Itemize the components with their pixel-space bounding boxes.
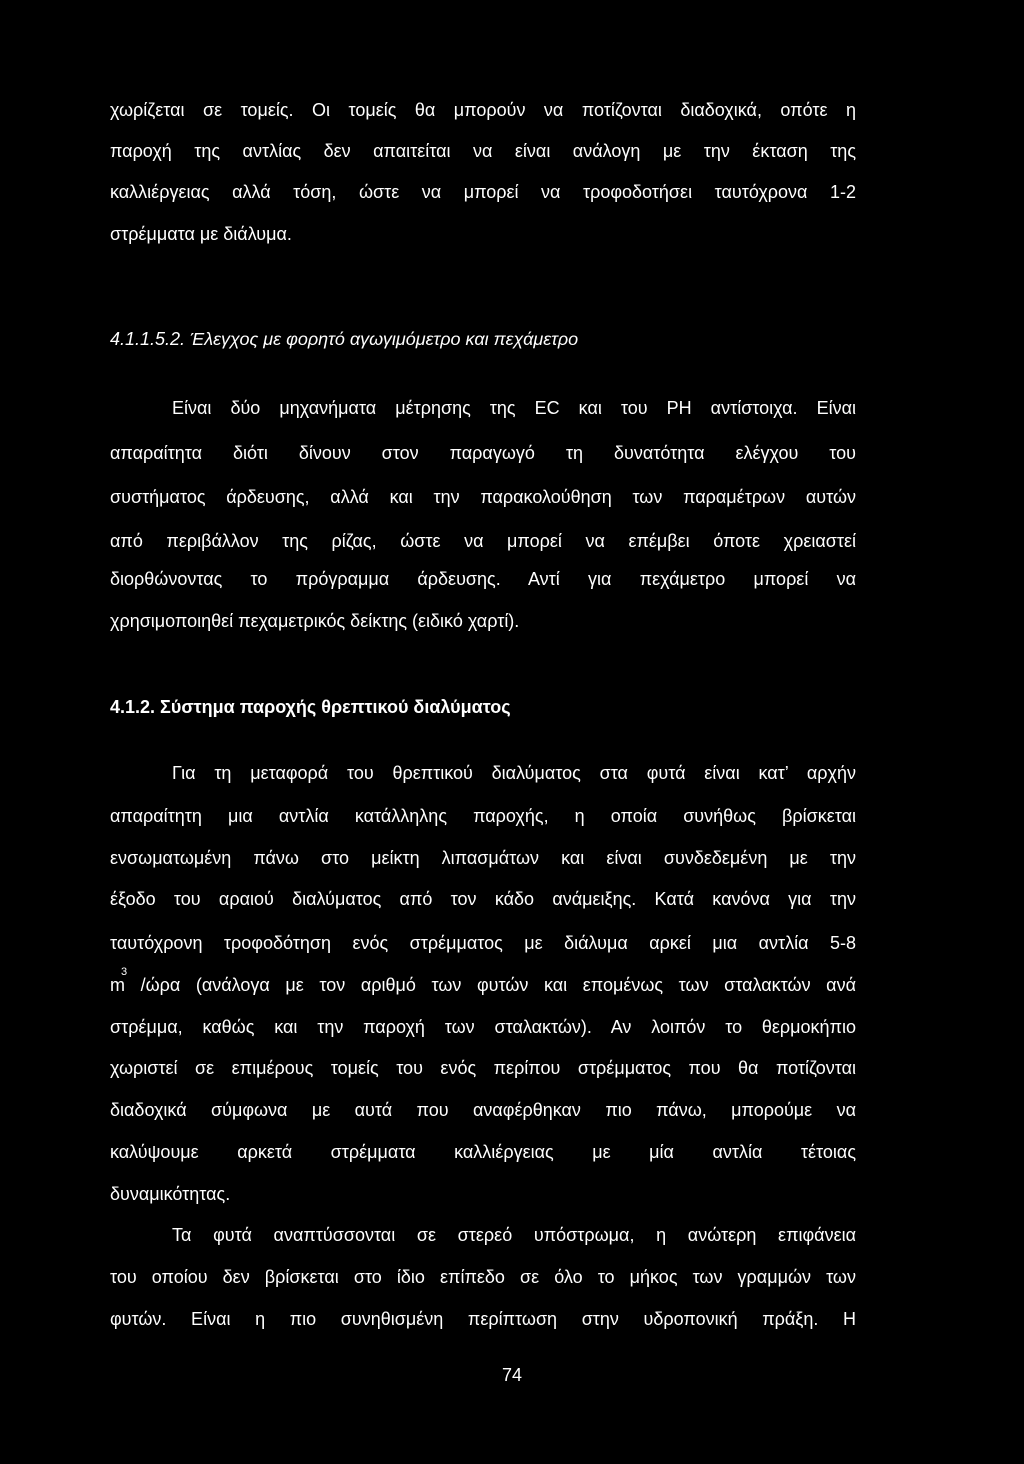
paragraph-line: φυτών. Είναι η πιο συνηθισμένη περίπτωση στην υδροπονική πράξη. Η [110, 1309, 856, 1329]
section-heading: 4.1.2. Σύστημα παροχής θρεπτικού διαλύματος [110, 697, 511, 717]
paragraph-line: ενσωματωμένη πάνω στο μείκτη λιπασμάτων και είναι συνδεδεμένη με την [110, 848, 856, 868]
paragraph-line: χωριστεί σε επιμέρους τομείς του ενός περίπου στρέμματος που θα ποτίζονται [110, 1058, 856, 1078]
paragraph-line: στρέμματα με διάλυμα. [110, 224, 292, 244]
paragraph-line: καλύψουμε αρκετά στρέμματα καλλιέργειας με μία αντλία τέτοιας [110, 1142, 856, 1162]
paragraph-line: Για τη μεταφορά του θρεπτικού διαλύματος στα φυτά είναι κατ’ αρχήν [172, 763, 856, 783]
section-heading: 4.1.1.5.2. Έλεγχος με φορητό αγωγιμόμετρο και πεχάμετρο [110, 329, 579, 349]
paragraph-line: απαραίτητα διότι δίνουν στον παραγωγό τη δυνατότητα ελέγχου του [110, 443, 856, 463]
paragraph-line: στρέμμα, καθώς και την παροχή των σταλακτών). Αν λοιπόν το θερμοκήπιο [110, 1017, 856, 1037]
paragraph-line: διαδοχικά σύμφωνα με αυτά που αναφέρθηκαν πιο πάνω, μπορούμε να [110, 1100, 856, 1120]
paragraph-line: χρησιμοποιηθεί πεχαμετρικός δείκτης (ειδικό χαρτί). [110, 611, 520, 631]
paragraph-line: παροχή της αντλίας δεν απαιτείται να είναι ανάλογη με την έκταση της [110, 141, 856, 161]
paragraph-line: από περιβάλλον της ρίζας, ώστε να μπορεί να επέμβει όποτε χρειαστεί [110, 531, 856, 551]
paragraph-line: απαραίτητη μια αντλία κατάλληλης παροχής, η οποία συνήθως βρίσκεται [110, 806, 856, 826]
paragraph-line: χωρίζεται σε τομείς. Οι τομείς θα μπορούν να ποτίζονται διαδοχικά, οπότε η [110, 100, 856, 120]
paragraph-line: Είναι δύο μηχανήματα μέτρησης της EC και του PH αντίστοιχα. Είναι [172, 398, 856, 418]
paragraph-line: m /ώρα (ανάλογα με τον αριθμό των φυτών και επομένως των σταλακτών ανά [110, 975, 856, 995]
paragraph-line: του οποίου δεν βρίσκεται στο ίδιο επίπεδο σε όλο το μήκος των γραμμών των [110, 1267, 856, 1287]
paragraph-line: συστήματος άρδευσης, αλλά και την παρακολούθηση των παραμέτρων αυτών [110, 487, 856, 507]
paragraph-line: ταυτόχρονη τροφοδότηση ενός στρέμματος με διάλυμα αρκεί μια αντλία 5-8 [110, 933, 856, 953]
paragraph-line: καλλιέργειας αλλά τόση, ώστε να μπορεί να τροφοδοτήσει ταυτόχρονα 1-2 [110, 182, 856, 202]
paragraph-line: Τα φυτά αναπτύσσονται σε στερεό υπόστρωμα, η ανώτερη επιφάνεια [172, 1225, 856, 1245]
paragraph-line: έξοδο του αραιού διαλύματος από τον κάδο ανάμειξης. Κατά κανόνα για την [110, 889, 856, 909]
paragraph-line: διορθώνοντας το πρόγραμμα άρδευσης. Αντί για πεχάμετρο μπορεί να [110, 569, 856, 589]
superscript-cubic: 3 [121, 966, 128, 978]
page-number: 74 [501, 1365, 523, 1385]
paragraph-line: δυναμικότητας. [110, 1184, 231, 1204]
